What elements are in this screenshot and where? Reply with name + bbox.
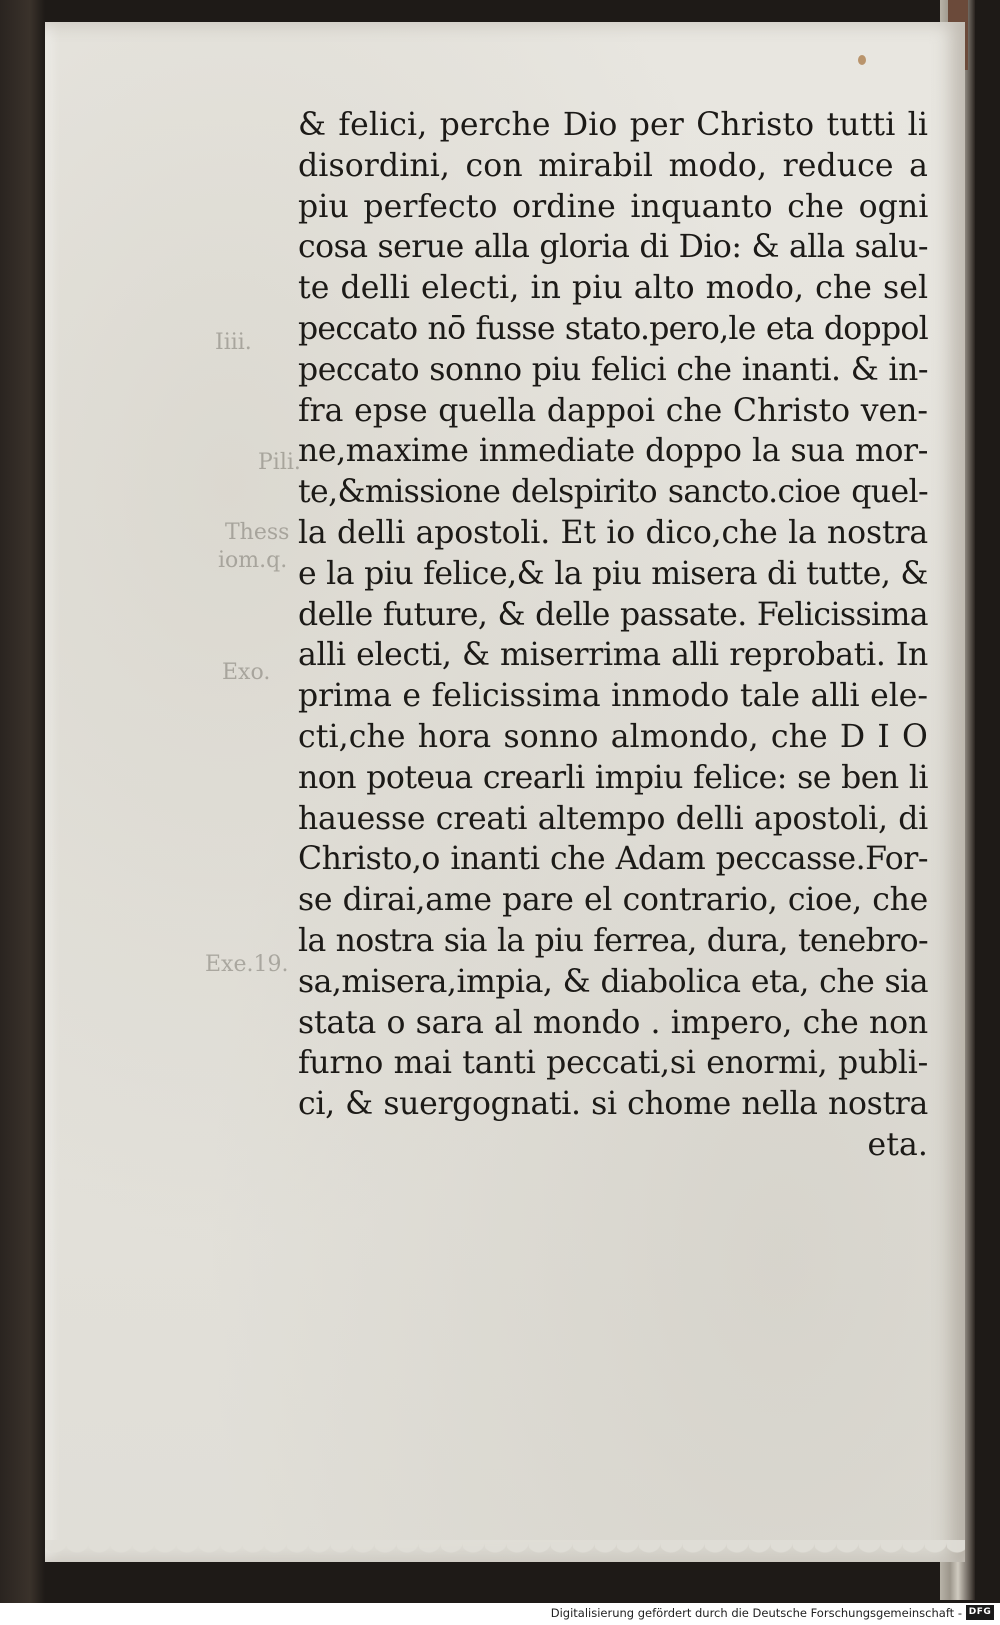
text-line: & felici, perche Dio per Christo tutti li bbox=[298, 107, 928, 143]
text-line: la nostra sia la piu ferrea, dura, tenebro- bbox=[298, 922, 928, 959]
text-line: ci, & suergognati. si chome nella nostra bbox=[298, 1086, 928, 1123]
torn-page-edge bbox=[45, 1540, 965, 1580]
margin-note: Iiii. bbox=[215, 330, 252, 355]
margin-note: Exe.19. bbox=[205, 952, 289, 977]
text-line: piu perfecto ordine inquanto che ogni bbox=[298, 188, 928, 225]
text-line: alli electi, & miserrima alli reprobati. In bbox=[298, 637, 928, 674]
text-line: delle future, & delle passate. Felicissima bbox=[298, 596, 928, 633]
text-line: cosa serue alla gloria di Dio: & alla salu- bbox=[298, 229, 928, 266]
dfg-logo: DFG bbox=[966, 1605, 994, 1620]
text-line: te delli electi, in piu alto modo, che sel bbox=[298, 270, 928, 307]
text-line: stata o sara al mondo . impero, che non bbox=[298, 1004, 928, 1041]
text-line: sa,misera,impia, & diabolica eta, che sia bbox=[298, 963, 928, 1000]
text-line: Christo,o inanti che Adam peccasse.For- bbox=[298, 841, 928, 878]
text-line: peccato nō fusse stato.pero,le eta doppol bbox=[298, 310, 928, 347]
text-line: ne,maxime inmediate doppo la sua mor- bbox=[298, 433, 928, 470]
page-text bbox=[298, 105, 928, 1166]
text-line-final: eta. bbox=[867, 1126, 928, 1163]
text-line: non poteua crearli impiu felice: se ben li bbox=[298, 759, 928, 796]
text-line: prima e felicissima inmodo tale alli ele- bbox=[298, 678, 928, 715]
text-line: se dirai,ame pare el contrario, cioe, che bbox=[298, 882, 928, 919]
funding-credit: Digitalisierung gefördert durch die Deutsche Forschungsgemeinschaft - bbox=[550, 1606, 962, 1620]
text-line: te,&missione delspirito sancto.cioe quel- bbox=[298, 474, 928, 511]
text-line: hauesse creati altempo delli apostoli, di bbox=[298, 800, 928, 837]
margin-note: Thess bbox=[225, 520, 290, 545]
text-line: furno mai tanti peccati,si enormi, publi- bbox=[298, 1045, 928, 1082]
text-line: disordini, con mirabil modo, reduce a bbox=[298, 147, 928, 184]
margin-note: iom.q. bbox=[218, 548, 288, 573]
text-line: e la piu felice,& la piu misera di tutte, & bbox=[298, 555, 928, 592]
text-line: peccato sonno piu felici che inanti. & in- bbox=[298, 351, 928, 388]
margin-note: Exo. bbox=[222, 660, 271, 685]
text-line: cti,che hora sonno almondo, che D I O bbox=[298, 718, 928, 755]
margin-note: Pili. bbox=[258, 450, 301, 475]
text-line: la delli apostoli. Et io dico,che la nostra bbox=[298, 514, 928, 551]
paper-stain bbox=[858, 55, 866, 65]
text-line: fra epse quella dappoi che Christo ven- bbox=[298, 392, 928, 429]
